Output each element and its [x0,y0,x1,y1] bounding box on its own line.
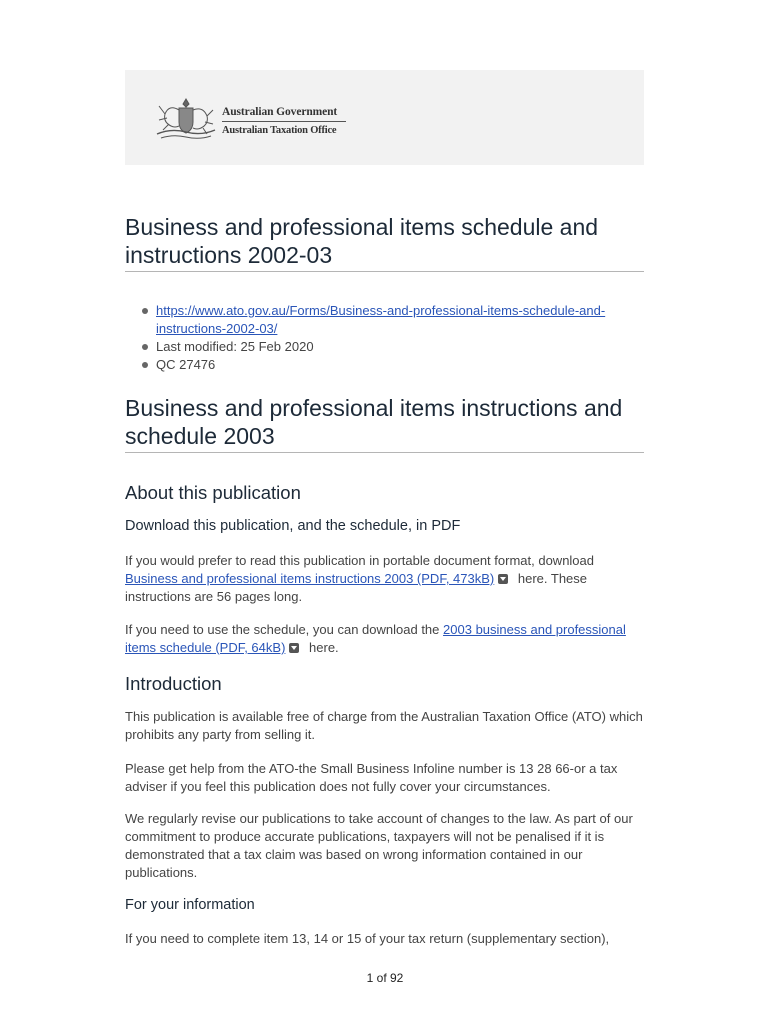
publication-title: Business and professional items instructions and schedule 2003 [125,394,644,453]
intro-paragraph-3: We regularly revise our publications to take account of changes to the law. As part of our commitment to produce accurate publications, taxpayers will not be penalised if it is demonstrated that a tax claim was based on wrong information contained in our publications. [125,811,633,880]
wordmark-divider [222,121,346,122]
introduction-heading: Introduction [125,673,222,694]
meta-last-modified: Last modified: 25 Feb 2020 [125,338,644,356]
coat-of-arms-icon [153,96,219,142]
intro-paragraph-1: This publication is available free of charge from the Australian Taxation Office (ATO) which prohibits any party from selling it. [125,709,643,742]
agency-name: Australian Taxation Office [222,125,337,136]
about-heading: About this publication [125,482,301,503]
instructions-pdf-link[interactable]: Business and professional items instructions 2003 (PDF, 473kB) [125,571,495,586]
download-pdf-icon[interactable] [289,643,299,653]
info-heading: For your information [125,897,255,913]
schedule-pdf-link[interactable]: 2003 business and professional items schedule (PDF, 64kB) [125,622,626,655]
government-name: Australian Government [222,106,338,118]
intro-paragraph-2: Please get help from the ATO-the Small Business Infoline number is 13 28 66-or a tax adviser if you feel this publication does not fully cover your circumstances. [125,761,618,794]
download-paragraph-schedule [125,621,644,657]
page-title: Business and professional items schedule and instructions 2002-03 [125,213,644,272]
download-pdf-icon[interactable] [498,574,508,584]
download-paragraph-instructions [125,552,644,606]
document-url-link[interactable]: https://www.ato.gov.au/Forms/Business-and-professional-items-schedule-and-instructions-2002-03/ [156,303,606,336]
para2-text-after: here. [309,640,339,655]
government-wordmark [222,106,346,136]
page-indicator: 1 of 92 [366,971,404,985]
para2-text-before: If you need to use the schedule, you can download the [125,622,440,637]
download-heading: Download this publication, and the schedule, in PDF [125,518,461,534]
para1-text-before: If you would prefer to read this publication in portable document format, download [125,553,594,568]
info-paragraph-1: If you need to complete item 13, 14 or 15 of your tax return (supplementary section), [125,931,610,946]
para1-text-after: here. These instructions are 56 pages long. [125,571,588,604]
meta-qc-number: QC 27476 [125,356,644,374]
header-banner [125,70,644,165]
meta-url-item [125,302,644,338]
document-meta-list [125,302,644,374]
